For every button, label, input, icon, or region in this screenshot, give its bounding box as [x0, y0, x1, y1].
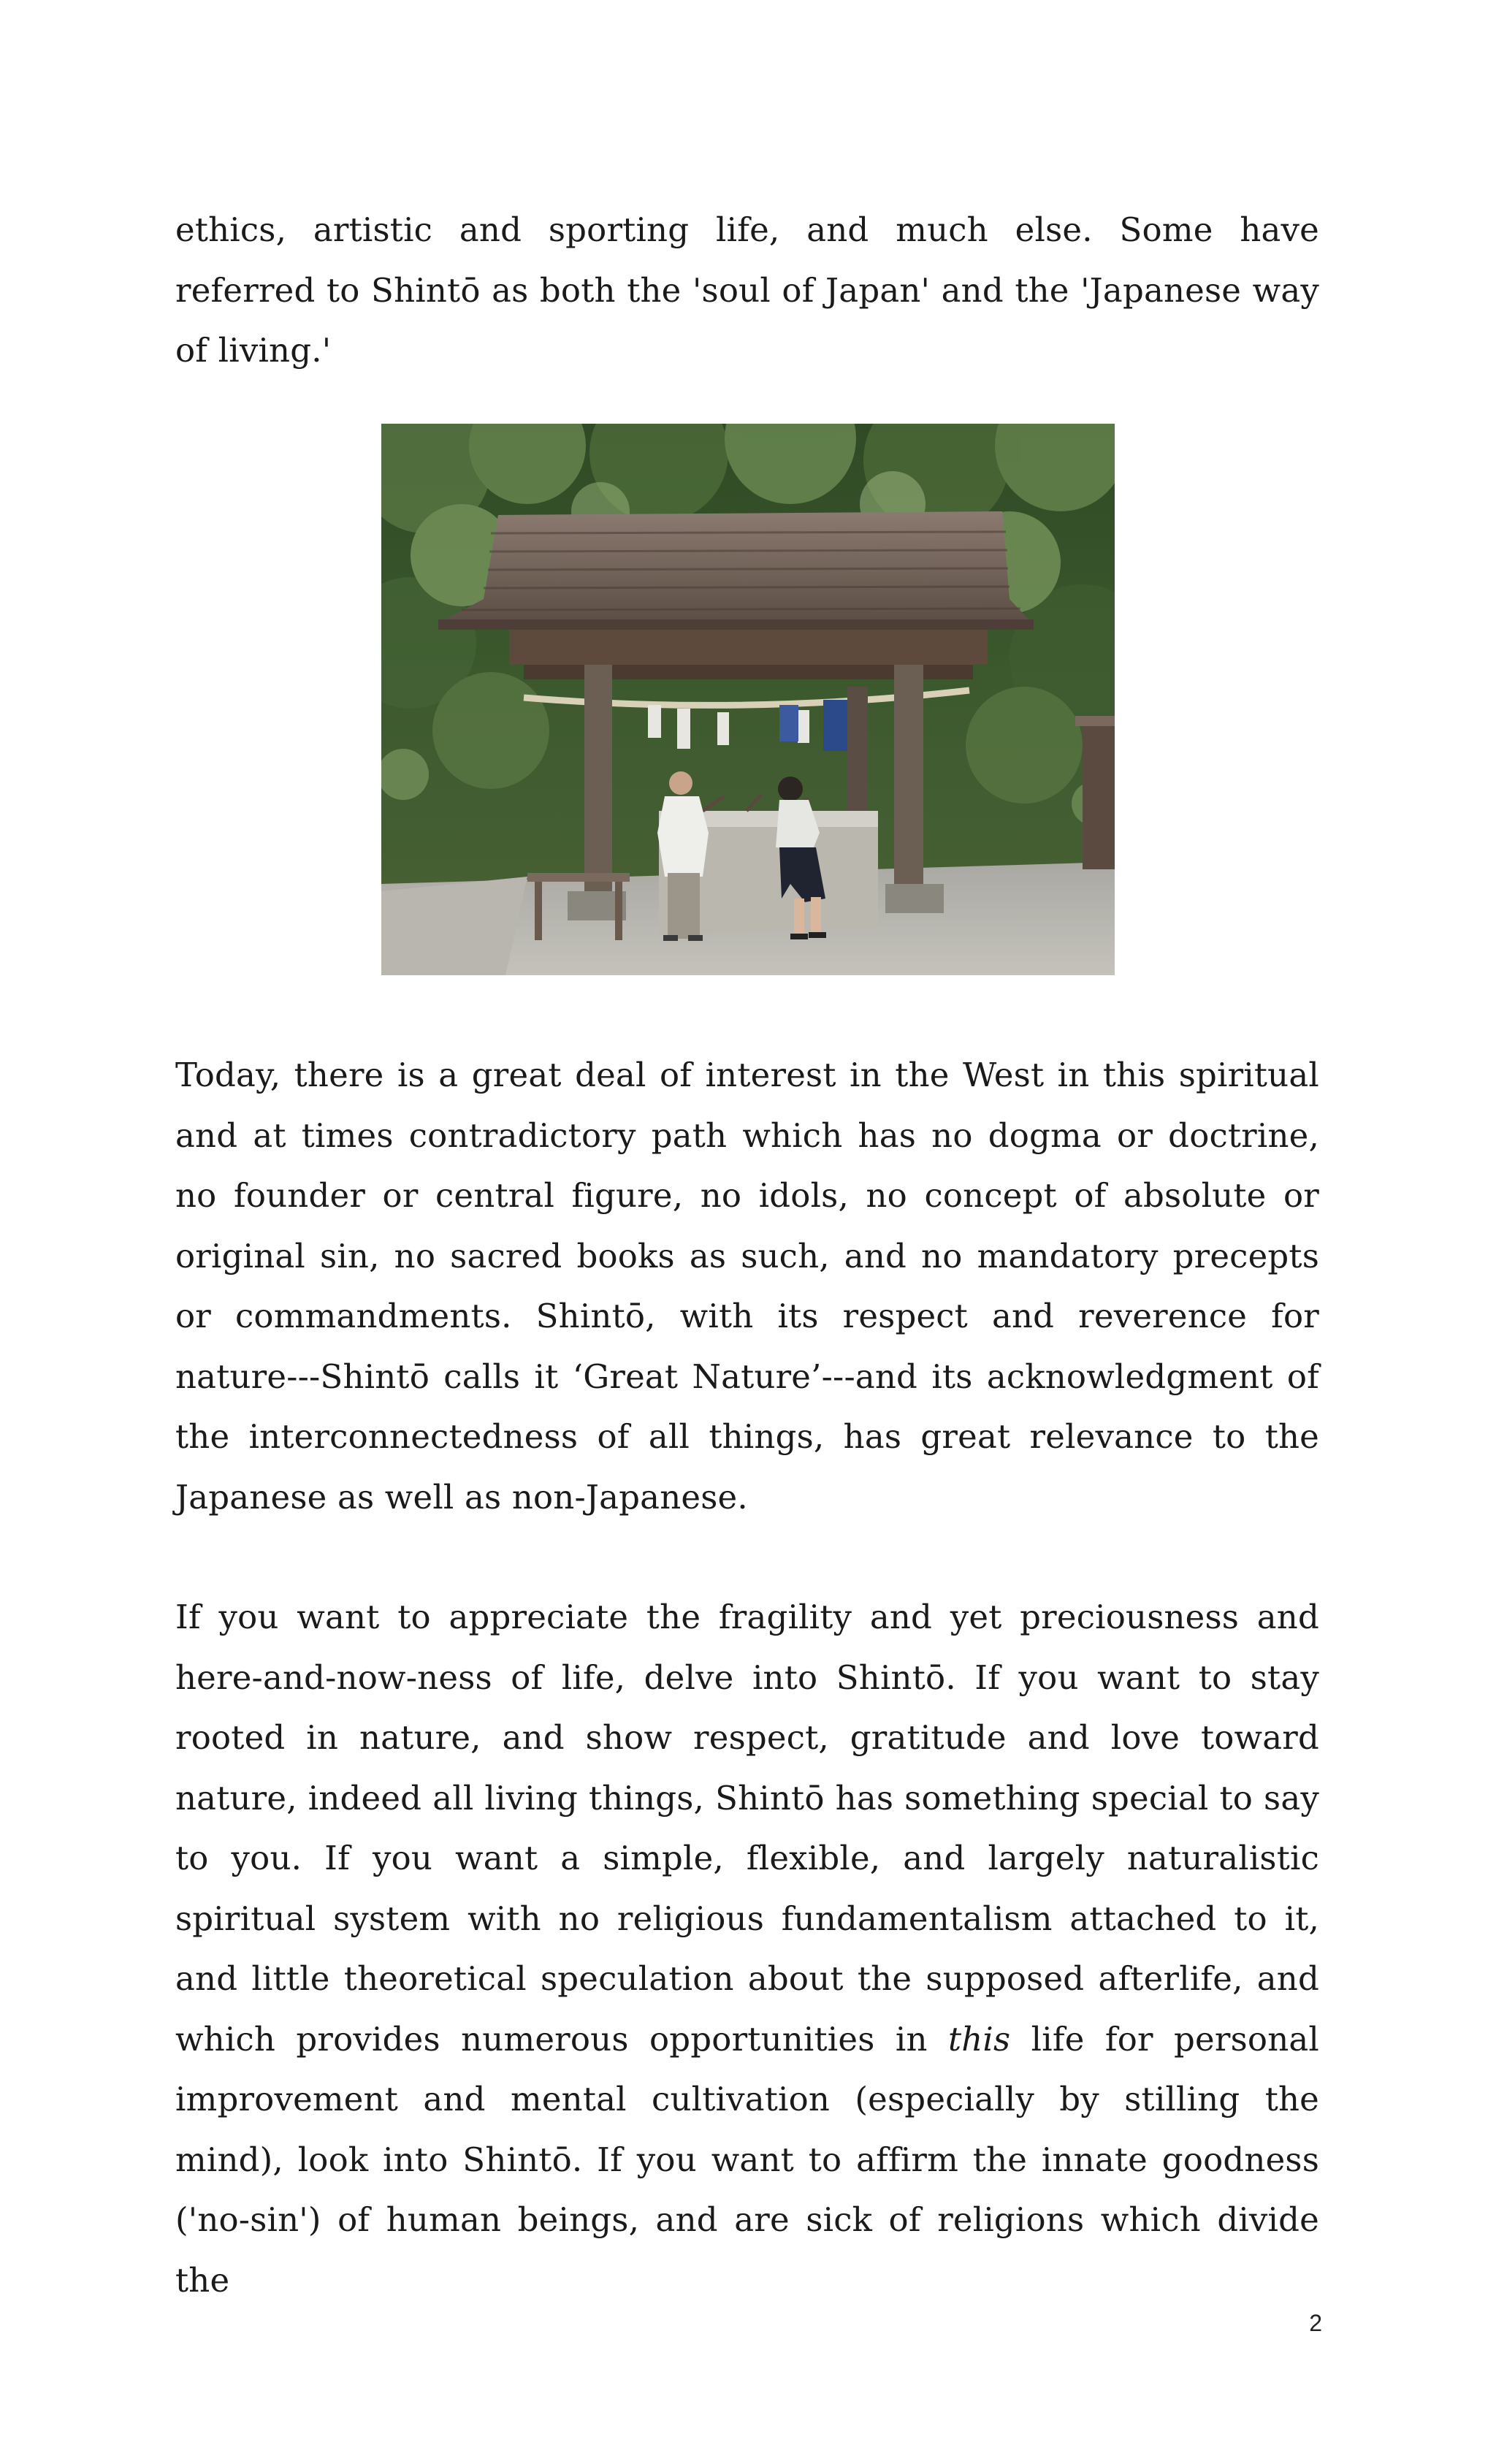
- paragraph-appreciate-part2: life for personal improvement and mental cultivation (especially by stilling the mind), look into Shintō. If you want to affirm the innate goodness ('no-sin') of human beings, and are sick of religions which divide the: [175, 2019, 1319, 2300]
- shrine-purification-photo: [381, 424, 1115, 975]
- paragraph-appreciate: [175, 1587, 1319, 2311]
- paragraph-intro: ethics, artistic and sporting life, and much else. Some have referred to Shintō as both the 'soul of Japan' and the 'Japanese way of living.': [175, 210, 1319, 370]
- emphasis-this: this: [947, 2019, 1011, 2059]
- paragraph-appreciate-part1: If you want to appreciate the fragility and yet preciousness and here-and-now-ness of life, delve into Shintō. If you want to stay rooted in nature, and show respect, gratitude and love toward nature, indeed all living things, Shintō has something special to say to you. If you want a simple, flexible, and largely naturalistic spiritual system with no religious fundamentalism attached to it, and little theoretical speculation about the supposed afterlife, and which provides numerous opportunities in: [175, 1598, 1319, 2059]
- page-number: 2: [1309, 2310, 1322, 2336]
- paragraph-today: Today, there is a great deal of interest in the West in this spiritual and at times contradictory path which has no dogma or doctrine, no founder or central figure, no idols, no concept of absolute or original sin, no sacred books as such, and no mandatory precepts or commandments. Shintō, with its respect and reverence for nature---Shintō calls it ‘Great Nature’---and its acknowledgment of the interconnectedness of all things, has great relevance to the Japanese as well as non-Japanese.: [175, 1056, 1319, 1517]
